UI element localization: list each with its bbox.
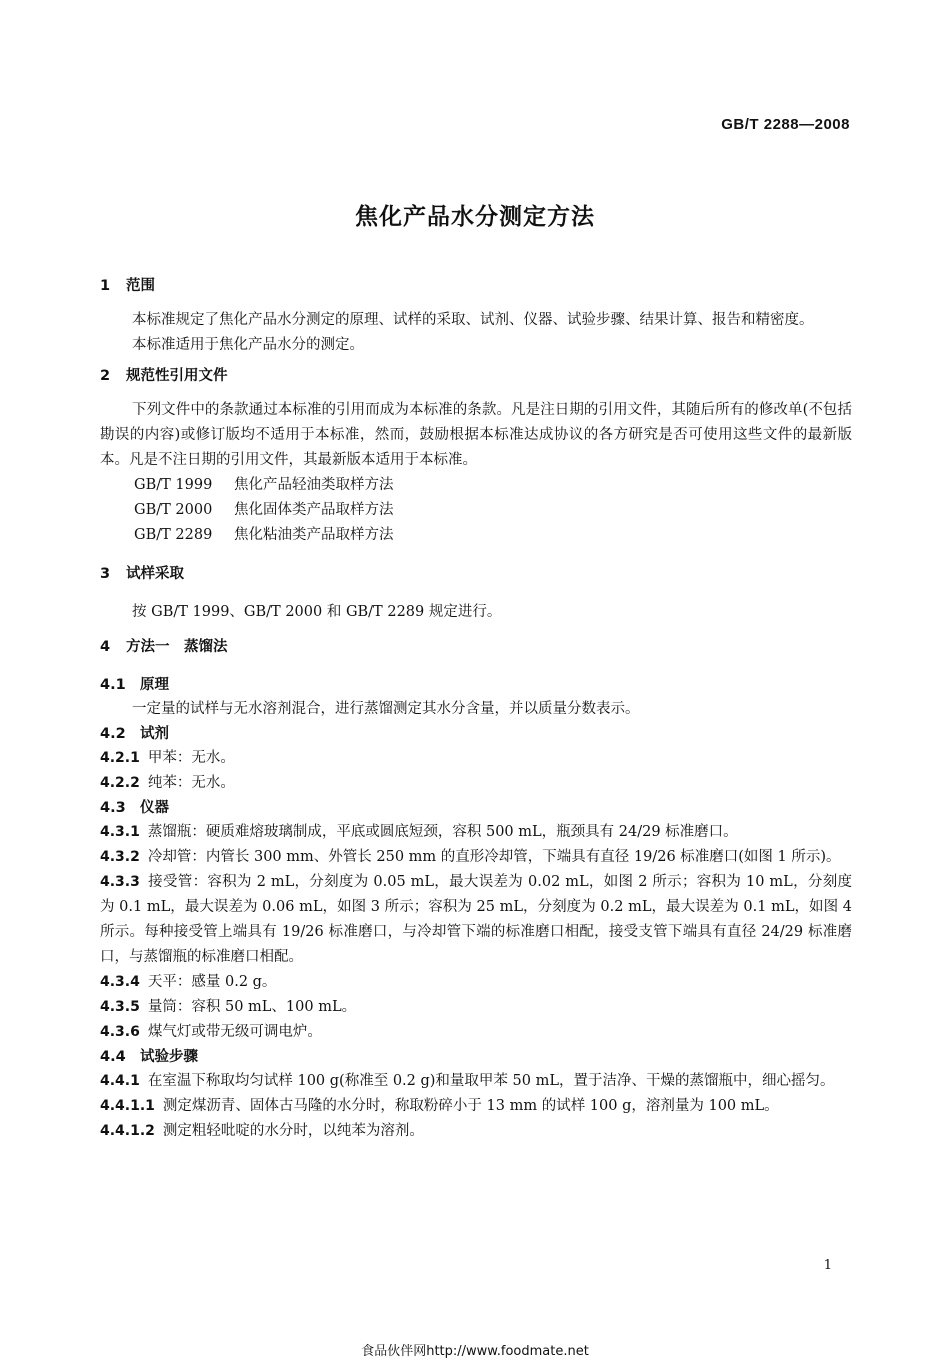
clause-4-4-1 [100,1069,852,1094]
clause-number: 4.4.1.2 [100,1123,155,1139]
reference-title: 焦化固体类产品取样方法 [234,502,394,518]
section-number: 4 [100,639,111,655]
reference-code: GB/T 1999 [134,477,213,493]
section-title: 方法一 蒸馏法 [126,639,228,655]
subsection-title: 原理 [140,677,169,693]
clause-text: 测定煤沥青、固体古马隆的水分时，称取粉碎小于 13 mm 的试样 100 g，溶剂量为 100 mL。 [162,1098,779,1114]
section-title: 规范性引用文件 [126,368,228,384]
clause-4-2-2 [100,771,852,796]
clause-number: 4.4.1 [100,1073,140,1089]
subsection-number: 4.3 [100,800,126,816]
clause-text: 冷却管：内管长 300 mm、外管长 250 mm 的直形冷却管，下端具有直径 19/26 标准磨口(如图 1 所示)。 [147,849,841,865]
clause-text: 天平：感量 0.2 g。 [147,974,277,990]
section-number: 3 [100,566,111,582]
clause-4-3-6 [100,1020,852,1045]
section-2-paragraph-1: 下列文件中的条款通过本标准的引用而成为本标准的条款。凡是注日期的引用文件，其随后所有的修改单(不包括勘误的内容)或修订版均不适用于本标准，然而，鼓励根据本标准达成协议的各方研究是否可使用这些文件的最新版本。凡是不注日期的引用文件，其最新版本适用于本标准。 [100,402,852,468]
section-3-paragraph-1: 按 GB/T 1999、GB/T 2000 和 GB/T 2289 规定进行。 [132,604,502,620]
section-2-heading [100,364,852,388]
reference-title: 焦化产品轻油类取样方法 [234,477,394,493]
reference-row [100,523,852,548]
section-number: 1 [100,278,111,294]
clause-number: 4.2.2 [100,775,140,791]
clause-text: 量筒：容积 50 mL、100 mL。 [147,999,357,1015]
reference-row [100,498,852,523]
subsection-title: 试剂 [140,726,169,742]
subsection-title: 试验步骤 [140,1049,198,1065]
standard-code: GB/T 2288—2008 [721,116,850,133]
clause-4-4-1-1 [100,1094,852,1119]
clause-4-3-3 [100,870,852,970]
footer-watermark: 食品伙伴网http://www.foodmate.net [361,1344,589,1359]
clause-text: 测定粗轻吡啶的水分时，以纯苯为溶剂。 [162,1123,424,1139]
clause-text: 蒸馏瓶：硬质难熔玻璃制成，平底或圆底短颈，容积 500 mL，瓶颈具有 24/29 标准磨口。 [147,824,738,840]
subsection-number: 4.2 [100,726,126,742]
section-1-paragraph-2: 本标准适用于焦化产品水分的测定。 [132,337,364,353]
subsection-4-4-heading [100,1045,852,1069]
clause-4-3-4 [100,970,852,995]
section-number: 2 [100,368,111,384]
subsection-title: 仪器 [140,800,169,816]
subsection-4-1-heading [100,673,852,697]
subsection-4-2-heading [100,722,852,746]
clause-4-2-1 [100,746,852,771]
section-1-heading [100,274,852,298]
section-1-paragraph-1: 本标准规定了焦化产品水分测定的原理、试样的采取、试剂、仪器、试验步骤、结果计算、报告和精密度。 [132,312,814,328]
clause-4-3-1 [100,820,852,845]
clause-text: 甲苯：无水。 [147,750,235,766]
clause-4-3-5 [100,995,852,1020]
document-body [100,274,852,1144]
clause-number: 4.2.1 [100,750,140,766]
subsection-4-1-paragraph: 一定量的试样与无水溶剂混合，进行蒸馏测定其水分含量，并以质量分数表示。 [132,701,640,717]
clause-text: 纯苯：无水。 [147,775,235,791]
clause-4-3-2 [100,845,852,870]
clause-number: 4.3.1 [100,824,140,840]
clause-number: 4.4.1.1 [100,1098,155,1114]
clause-4-4-1-2 [100,1119,852,1144]
clause-number: 4.3.6 [100,1024,140,1040]
clause-text: 在室温下称取均匀试样 100 g(称准至 0.2 g)和量取甲苯 50 mL，置于洁净、干燥的蒸馏瓶中，细心摇匀。 [147,1073,835,1089]
subsection-number: 4.4 [100,1049,126,1065]
clause-number: 4.3.4 [100,974,140,990]
page-number: 1 [823,1258,832,1273]
section-title: 试样采取 [126,566,184,582]
section-3-heading [100,562,852,586]
reference-row [100,473,852,498]
reference-title: 焦化粘油类产品取样方法 [234,527,394,543]
reference-code: GB/T 2000 [134,502,213,518]
clause-number: 4.3.2 [100,849,140,865]
subsection-4-3-heading [100,796,852,820]
clause-text: 煤气灯或带无级可调电炉。 [147,1024,322,1040]
section-4-heading [100,635,852,659]
document-title: 焦化产品水分测定方法 [355,204,595,230]
subsection-number: 4.1 [100,677,126,693]
clause-text: 接受管：容积为 2 mL，分刻度为 0.05 mL，最大误差为 0.02 mL，如图 2 所示；容积为 10 mL，分刻度为 0.1 mL，最大误差为 0.06 mL，如图 3 所示；容积为 25 mL，分刻度为 0.2 mL，最大误差为 0.1 mL，如图 4 所示。每种接受管上端具有 19/26 标准磨口，与冷却管下端的标准磨口相配，接受支管下端具有直径 24/29 标准磨口，与蒸馏瓶的标准磨口相配。 [100,874,852,965]
section-title: 范围 [126,278,155,294]
reference-code: GB/T 2289 [134,527,213,543]
clause-number: 4.3.5 [100,999,140,1015]
clause-number: 4.3.3 [100,874,140,890]
